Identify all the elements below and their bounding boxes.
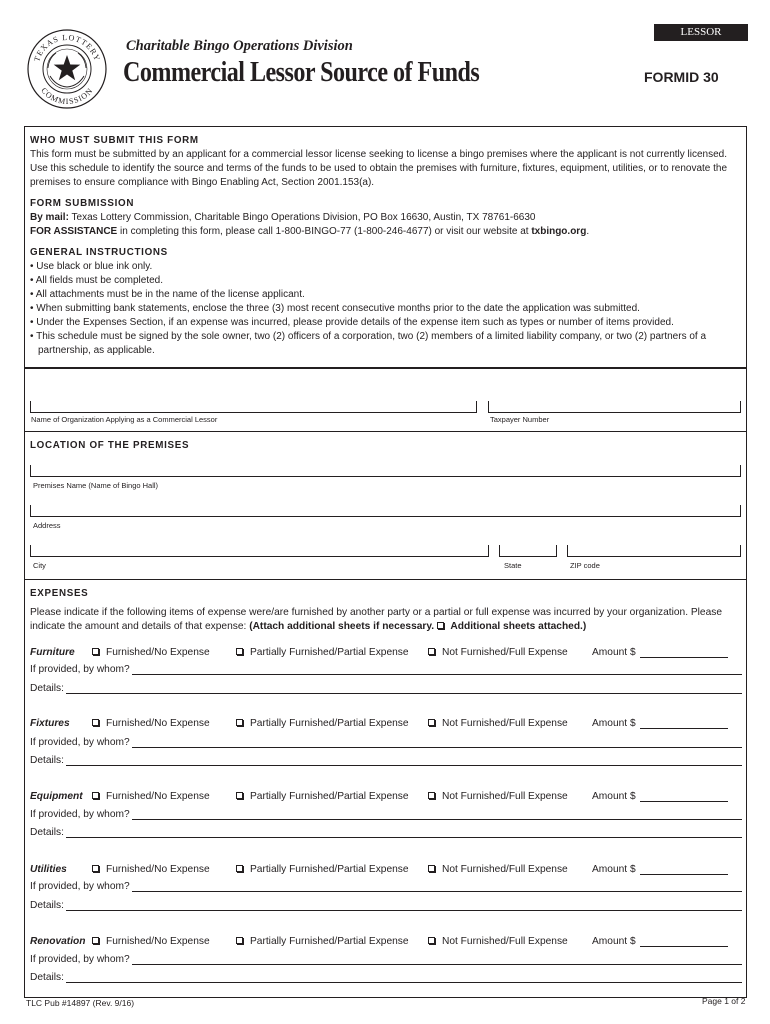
option-not-furnished[interactable]: [428, 864, 568, 875]
seal-text-bottom: COMMISSION: [39, 85, 95, 107]
expenses-intro: [30, 606, 742, 634]
option-label: Furnished/No Expense: [106, 864, 210, 875]
provided-by-field[interactable]: [30, 881, 742, 895]
option-furnished[interactable]: [92, 936, 210, 947]
furnished-checkbox[interactable]: [92, 865, 99, 872]
option-not-furnished[interactable]: [428, 718, 568, 729]
address-field[interactable]: [30, 505, 741, 517]
option-furnished[interactable]: [92, 791, 210, 802]
option-furnished[interactable]: [92, 647, 210, 658]
option-label: Furnished/No Expense: [106, 936, 210, 947]
mail-address: Texas Lottery Commission, Charitable Bingo Operations Division, PO Box 16630, Austin, TX 78761-6630: [68, 212, 536, 223]
org-name-field[interactable]: [30, 401, 477, 413]
option-not-furnished[interactable]: [428, 791, 568, 802]
option-label: Not Furnished/Full Expense: [442, 864, 568, 875]
furnished-checkbox[interactable]: [92, 719, 99, 726]
provided-by-field[interactable]: [30, 737, 742, 751]
address-label: Address: [33, 521, 61, 530]
assistance-period: .: [586, 226, 590, 237]
details-field[interactable]: [30, 683, 742, 697]
option-partial[interactable]: [236, 791, 409, 802]
details-field[interactable]: [30, 972, 742, 986]
expense-name: Utilities: [30, 864, 67, 875]
zip-label: ZIP code: [570, 561, 600, 570]
who-must-submit-heading: WHO MUST SUBMIT THIS FORM: [30, 135, 199, 146]
partial-checkbox[interactable]: [236, 648, 243, 655]
option-partial[interactable]: [236, 718, 409, 729]
not-furnished-checkbox[interactable]: [428, 719, 435, 726]
amount-field[interactable]: [592, 647, 728, 658]
partial-checkbox[interactable]: [236, 719, 243, 726]
taxpayer-number-label: Taxpayer Number: [490, 415, 550, 424]
not-furnished-checkbox[interactable]: [428, 648, 435, 655]
additional-sheets-checkbox[interactable]: [437, 622, 444, 629]
expense-name: Equipment: [30, 791, 83, 802]
amount-field[interactable]: [592, 864, 728, 875]
option-label: Partially Furnished/Partial Expense: [250, 791, 409, 802]
amount-field[interactable]: [592, 718, 728, 729]
option-furnished[interactable]: [92, 864, 210, 875]
division-name: Charitable Bingo Operations Division: [126, 38, 353, 54]
publication-number: TLC Pub #14897 (Rev. 9/16): [26, 998, 135, 1008]
state-field[interactable]: [499, 545, 557, 557]
partial-checkbox[interactable]: [236, 865, 243, 872]
form-id: FORMID 30: [644, 69, 719, 85]
instruction-item: • All fields must be completed.: [30, 275, 164, 286]
option-furnished[interactable]: [92, 718, 210, 729]
instruction-item: • All attachments must be in the name of the license applicant.: [30, 289, 305, 300]
provided-by-field[interactable]: [30, 954, 742, 968]
city-label: City: [33, 561, 46, 570]
divider: [24, 431, 747, 432]
option-partial[interactable]: [236, 647, 409, 658]
general-instructions-heading: GENERAL INSTRUCTIONS: [30, 247, 168, 258]
expenses-intro-bold-2: Additional sheets attached.): [447, 621, 587, 632]
location-heading: LOCATION OF THE PREMISES: [30, 440, 190, 451]
provided-by-label: If provided, by whom?: [30, 881, 130, 892]
not-furnished-checkbox[interactable]: [428, 792, 435, 799]
seal-text-top: TEXAS LOTTERY: [32, 32, 102, 63]
who-must-submit-text: This form must be submitted by an applicant for a commercial lessor license seeking to license a bingo premises where the applicant is not currently licensed. Use this schedule to identify the source and terms of the funds to be used to obtain the premises with furniture, fixtures, equipment, utilities, or to renovate the premises to ensure compliance with Bingo Enabling Act, Section 2001.153(a).: [30, 149, 728, 188]
provided-by-field[interactable]: [30, 664, 742, 678]
option-label: Not Furnished/Full Expense: [442, 936, 568, 947]
furnished-checkbox[interactable]: [92, 792, 99, 799]
provided-by-label: If provided, by whom?: [30, 737, 130, 748]
provided-by-label: If provided, by whom?: [30, 954, 130, 965]
page-number: Page 1 of 2: [702, 996, 746, 1006]
mail-line: [30, 211, 742, 225]
expense-name: Furniture: [30, 647, 75, 658]
expenses-intro-bold: (Attach additional sheets if necessary.: [249, 621, 437, 632]
amount-field[interactable]: [592, 791, 728, 802]
state-label: State: [504, 561, 522, 570]
option-label: Not Furnished/Full Expense: [442, 718, 568, 729]
texas-lottery-seal-icon: [26, 28, 108, 110]
city-field[interactable]: [30, 545, 489, 557]
partial-checkbox[interactable]: [236, 792, 243, 799]
not-furnished-checkbox[interactable]: [428, 937, 435, 944]
option-label: Not Furnished/Full Expense: [442, 791, 568, 802]
provided-by-label: If provided, by whom?: [30, 809, 130, 820]
zip-field[interactable]: [567, 545, 741, 557]
expense-row-fixtures: [30, 718, 742, 732]
provided-by-label: If provided, by whom?: [30, 664, 130, 675]
details-label: Details:: [30, 900, 64, 911]
expense-row-furniture: [30, 647, 742, 661]
assistance-text: in completing this form, please call 1-800-BINGO-77 (1-800-246-4677) or visit our website at: [117, 226, 532, 237]
option-label: Furnished/No Expense: [106, 718, 210, 729]
instruction-item: • When submitting bank statements, enclose the three (3) most recent consecutive months prior to the date the application was submitted.: [30, 303, 640, 314]
option-label: Furnished/No Expense: [106, 647, 210, 658]
option-label: Partially Furnished/Partial Expense: [250, 718, 409, 729]
premises-name-field[interactable]: [30, 465, 741, 477]
details-field[interactable]: [30, 755, 742, 769]
option-label: Not Furnished/Full Expense: [442, 647, 568, 658]
amount-label: Amount $: [592, 647, 636, 658]
option-partial[interactable]: [236, 864, 409, 875]
furnished-checkbox[interactable]: [92, 937, 99, 944]
details-field[interactable]: [30, 827, 742, 841]
taxpayer-number-field[interactable]: [488, 401, 741, 413]
expense-row-renovation: [30, 936, 742, 950]
expense-name: Renovation: [30, 936, 86, 947]
partial-checkbox[interactable]: [236, 937, 243, 944]
mail-label: By mail:: [30, 212, 69, 223]
divider: [24, 579, 747, 580]
option-partial[interactable]: [236, 936, 409, 947]
premises-name-label: Premises Name (Name of Bingo Hall): [33, 481, 159, 490]
amount-label: Amount $: [592, 718, 636, 729]
org-name-label: Name of Organization Applying as a Commercial Lessor: [31, 415, 218, 424]
page-title: Commercial Lessor Source of Funds: [123, 57, 480, 88]
not-furnished-checkbox[interactable]: [428, 865, 435, 872]
expense-name: Fixtures: [30, 718, 70, 729]
website-link[interactable]: txbingo.org: [531, 226, 587, 237]
expense-row-equipment: [30, 791, 742, 805]
details-field[interactable]: [30, 900, 742, 914]
expense-row-utilities: [30, 864, 742, 878]
expenses-intro-text: Please indicate if the following items of expense were/are furnished by another party or a partial or full expense was incurred by your organization. Please indicate the amount and details of that expense:: [30, 607, 722, 632]
provided-by-field[interactable]: [30, 809, 742, 823]
details-label: Details:: [30, 972, 64, 983]
option-not-furnished[interactable]: [428, 647, 568, 658]
details-label: Details:: [30, 755, 64, 766]
option-label: Partially Furnished/Partial Expense: [250, 647, 409, 658]
option-not-furnished[interactable]: [428, 936, 568, 947]
option-label: Partially Furnished/Partial Expense: [250, 936, 409, 947]
option-label: Partially Furnished/Partial Expense: [250, 864, 409, 875]
instruction-item: • Use black or blue ink only.: [30, 261, 153, 272]
furnished-checkbox[interactable]: [92, 648, 99, 655]
amount-label: Amount $: [592, 864, 636, 875]
instruction-item: • Under the Expenses Section, if an expense was incurred, please provide details of the expense item such as types or number of items provided.: [30, 317, 674, 328]
amount-field[interactable]: [592, 936, 728, 947]
lessor-tab: LESSOR: [654, 24, 748, 41]
expenses-heading: EXPENSES: [30, 588, 89, 599]
amount-label: Amount $: [592, 936, 636, 947]
option-label: Furnished/No Expense: [106, 791, 210, 802]
details-label: Details:: [30, 827, 64, 838]
amount-label: Amount $: [592, 791, 636, 802]
assistance-label: FOR ASSISTANCE: [30, 226, 118, 237]
details-label: Details:: [30, 683, 64, 694]
form-submission-heading: FORM SUBMISSION: [30, 198, 135, 209]
instructions-list: [30, 260, 742, 358]
assistance-line: [30, 225, 742, 239]
instruction-item: • This schedule must be signed by the sole owner, two (2) officers of a corporation, two (2) members of a limited liability company, or two (2) partners of a partnership, as applicable.: [30, 331, 707, 356]
